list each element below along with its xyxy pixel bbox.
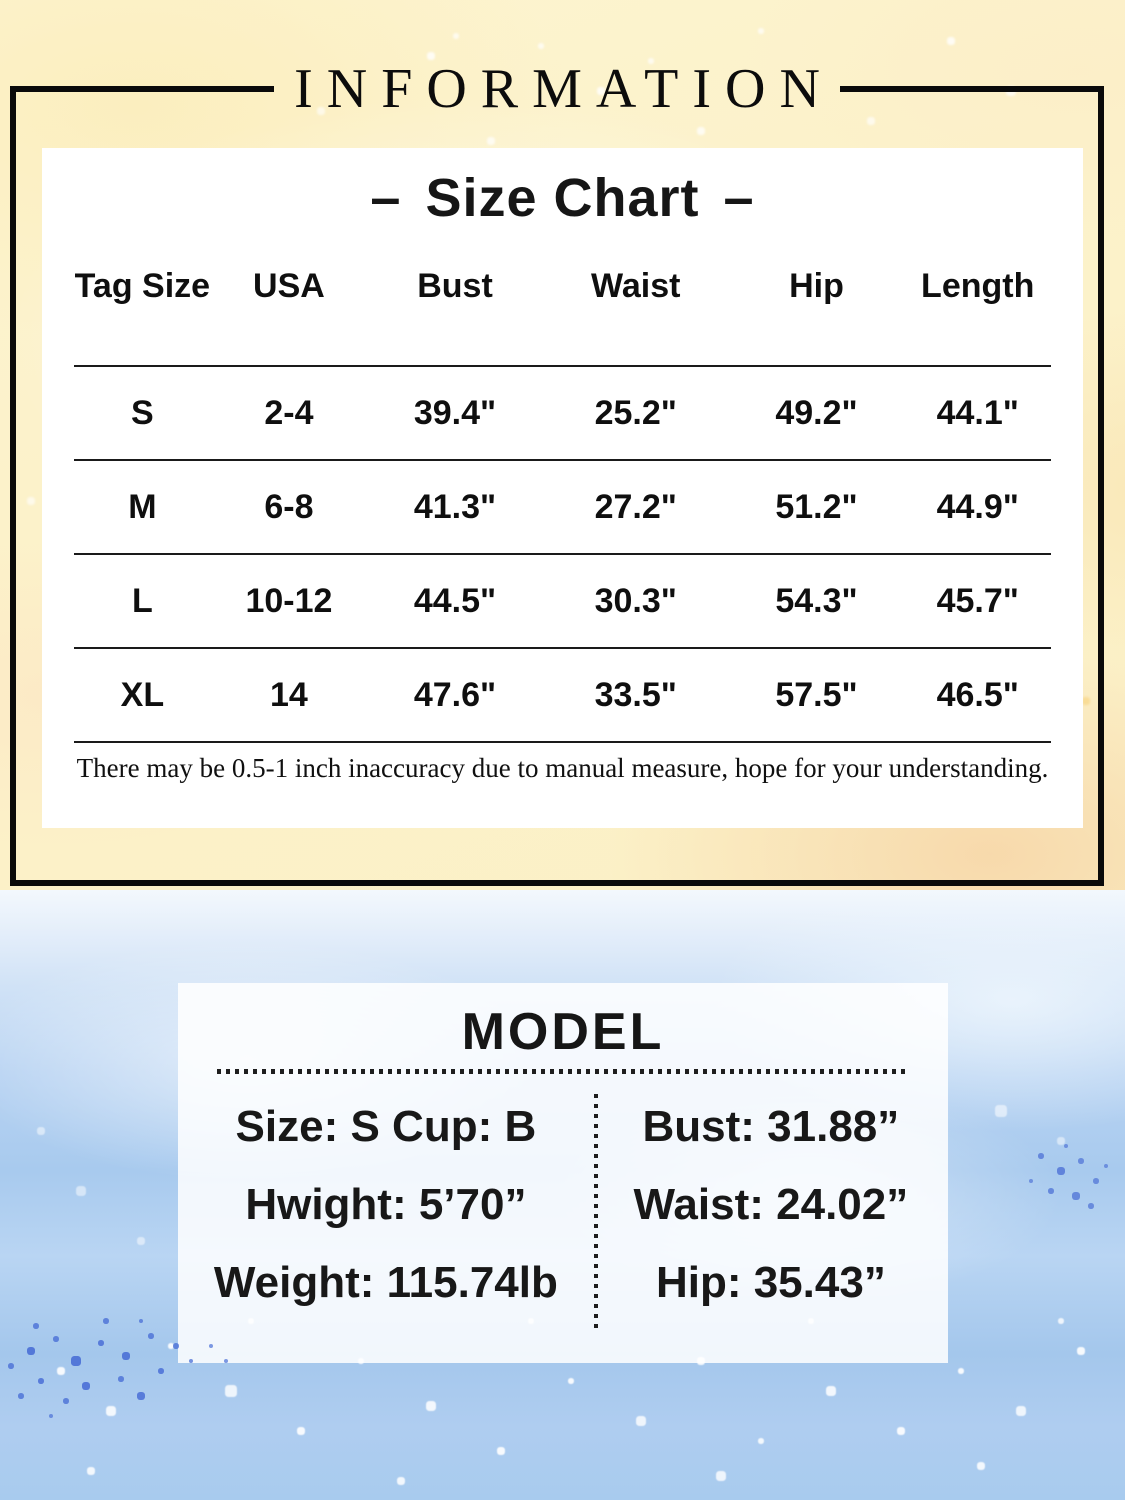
size-cell: 57.5" (729, 648, 905, 742)
size-chart-heading (42, 162, 1083, 234)
model-waist: Waist: 24.02” (633, 1180, 909, 1229)
size-cell: 46.5" (904, 648, 1051, 742)
frame-line-left (10, 86, 274, 92)
size-cell: 44.9" (904, 460, 1051, 554)
size-cell: 39.4" (367, 366, 543, 460)
size-cell: 2-4 (211, 366, 367, 460)
size-cell: 10-12 (211, 554, 367, 648)
information-title: INFORMATION (294, 58, 834, 120)
dotted-divider-vertical (594, 1094, 598, 1334)
size-cell: M (74, 460, 211, 554)
model-weight: Weight: 115.74lb (213, 1258, 558, 1307)
column-header-length: Length (904, 234, 1051, 366)
size-cell: 51.2" (729, 460, 905, 554)
size-cell: XL (74, 648, 211, 742)
model-column-left (178, 1088, 594, 1322)
information-frame (10, 58, 1104, 886)
size-chart-card (42, 148, 1083, 828)
model-size-cup: Size: S Cup: B (235, 1102, 537, 1151)
model-bust: Bust: 31.88” (642, 1102, 900, 1151)
size-row-s (74, 366, 1051, 460)
bottom-watercolor-background (0, 890, 1125, 1500)
dotted-divider-horizontal (217, 1069, 909, 1074)
size-cell: 14 (211, 648, 367, 742)
size-cell: 27.2" (543, 460, 729, 554)
size-cell: 25.2" (543, 366, 729, 460)
size-table (74, 234, 1051, 743)
heading-dash-right: – (723, 168, 755, 228)
size-table-header-row (74, 234, 1051, 366)
size-cell: 47.6" (367, 648, 543, 742)
frame-line-right (840, 86, 1104, 92)
heading-dash-left: – (370, 168, 402, 228)
column-header-bust: Bust (367, 234, 543, 366)
size-chart-heading-text: Size Chart (425, 168, 700, 228)
model-column-right (594, 1088, 948, 1322)
frame-top-border (10, 57, 1104, 121)
size-cell: 44.1" (904, 366, 1051, 460)
model-card (178, 983, 948, 1363)
size-cell: 33.5" (543, 648, 729, 742)
model-hip: Hip: 35.43” (655, 1258, 886, 1307)
model-height: Hwight: 5’70” (245, 1180, 527, 1229)
column-header-waist: Waist (543, 234, 729, 366)
size-row-l (74, 554, 1051, 648)
size-cell: 30.3" (543, 554, 729, 648)
size-cell: 41.3" (367, 460, 543, 554)
model-columns (178, 1088, 948, 1322)
column-header-usa: USA (211, 234, 367, 366)
size-cell: L (74, 554, 211, 648)
size-cell: 45.7" (904, 554, 1051, 648)
size-cell: S (74, 366, 211, 460)
size-cell: 54.3" (729, 554, 905, 648)
size-row-m (74, 460, 1051, 554)
size-cell: 49.2" (729, 366, 905, 460)
column-header-hip: Hip (729, 234, 905, 366)
size-row-xl (74, 648, 1051, 742)
size-cell: 6-8 (211, 460, 367, 554)
measure-disclaimer: There may be 0.5-1 inch inaccuracy due to manual measure, hope for your understanding. (76, 753, 1049, 783)
column-header-tag-size: Tag Size (74, 234, 211, 366)
size-cell: 44.5" (367, 554, 543, 648)
model-title: MODEL (461, 1003, 665, 1061)
